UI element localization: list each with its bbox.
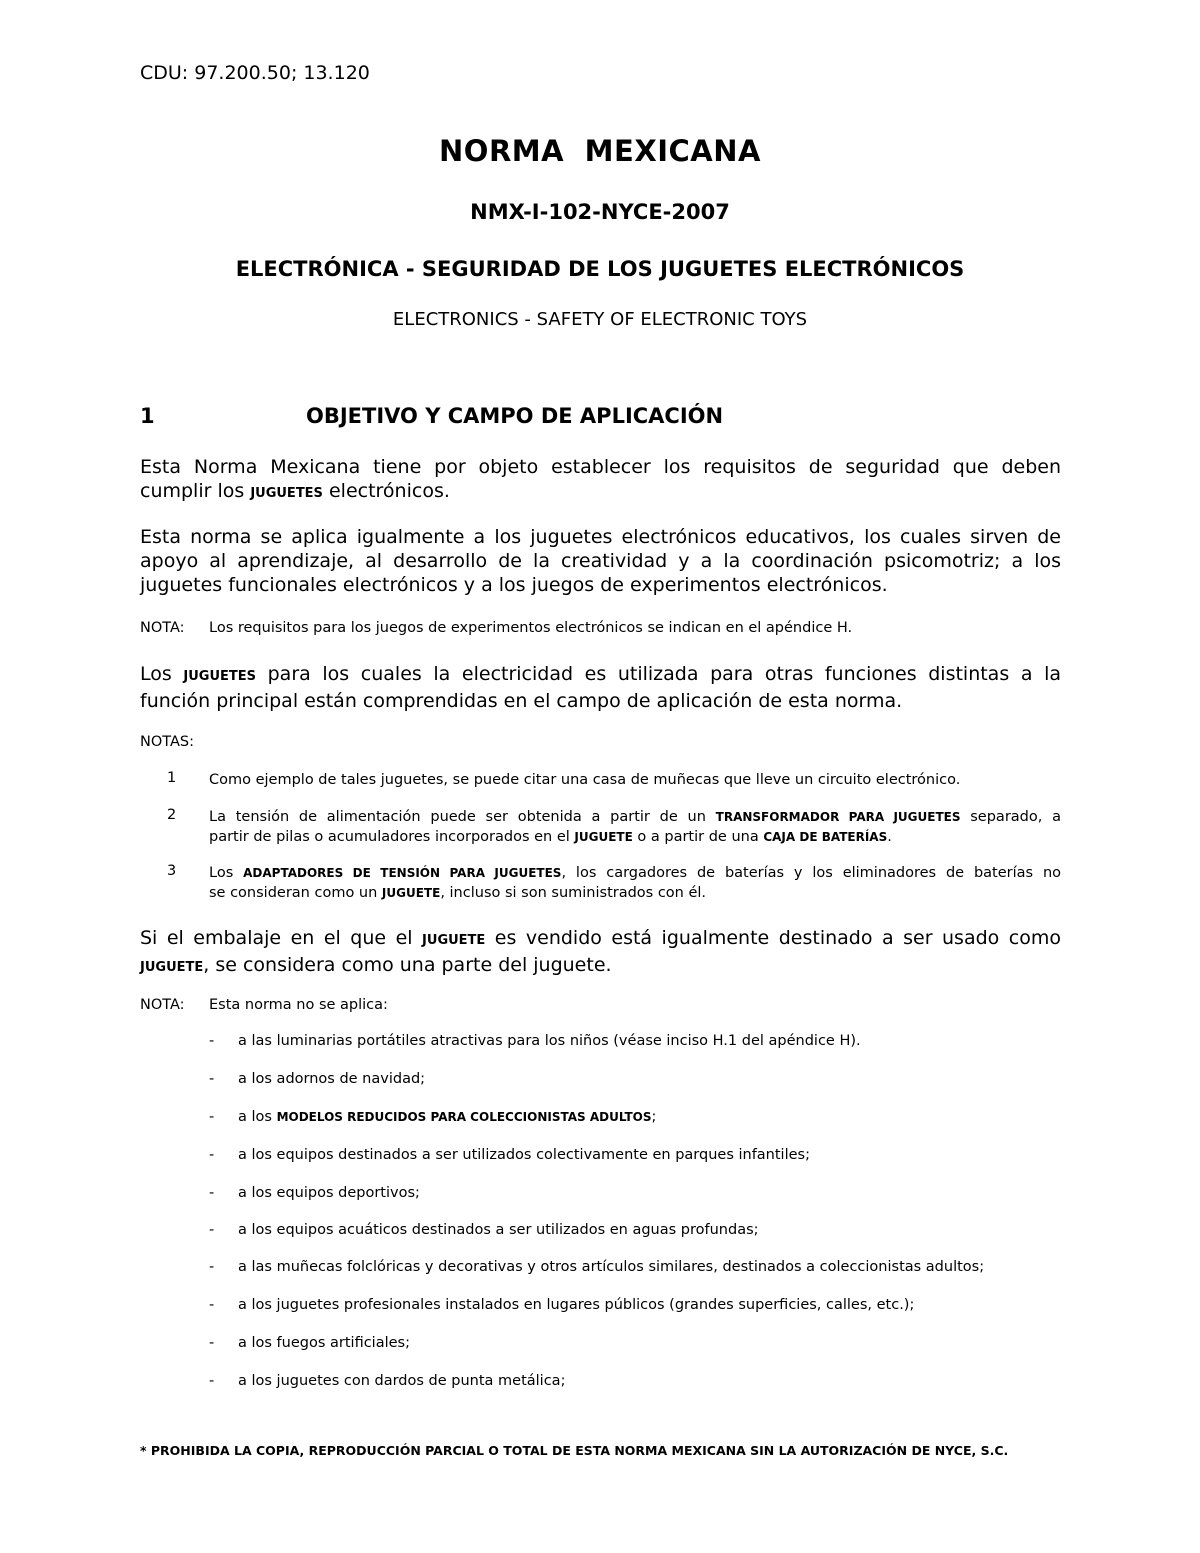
- exclusion-item: a los equipos deportivos;: [238, 1185, 420, 1201]
- bullet-dash: -: [209, 1033, 215, 1049]
- bullet-dash: -: [209, 1071, 215, 1087]
- note-line: [209, 883, 1061, 903]
- note-item: Como ejemplo de tales juguetes, se puede citar una casa de muñecas que lleve un circuito electrónico.: [209, 772, 961, 788]
- paragraph-line: juguetes funcionales electrónicos y a los juegos de experimentos electrónicos.: [140, 574, 888, 596]
- bullet-dash: -: [209, 1185, 215, 1201]
- subtitle-english: ELECTRONICS - SAFETY OF ELECTRONIC TOYS: [392, 309, 808, 330]
- text-run: separado, a: [960, 809, 1061, 825]
- exclusion-item: a los juguetes profesionales instalados en lugares públicos (grandes superficies, calles, etc.);: [238, 1297, 915, 1313]
- paragraph-packaging: [140, 926, 1061, 980]
- defined-term: JUGUETE: [381, 886, 441, 900]
- bullet-dash: -: [209, 1259, 215, 1275]
- note-number: 1: [167, 770, 177, 786]
- defined-term: JUGUETES: [250, 486, 323, 501]
- note-item: [209, 863, 1061, 903]
- text-run: a los: [238, 1109, 277, 1125]
- norm-code: NMX-I-102-NYCE-2007: [470, 200, 730, 224]
- paragraph-line: [140, 926, 1061, 953]
- defined-term: JUGUETE: [574, 830, 633, 844]
- text-run: o a partir de una: [632, 829, 764, 845]
- copyright-footer: * PROHIBIDA LA COPIA, REPRODUCCIÓN PARCIAL O TOTAL DE ESTA NORMA MEXICANA SIN LA AUTORIZACIÓN DE NYCE, S.C.: [140, 1443, 1009, 1458]
- exclusion-item: a los adornos de navidad;: [238, 1071, 426, 1087]
- note-item: [209, 807, 1061, 847]
- bullet-dash: -: [209, 1335, 215, 1351]
- text-run: Los: [209, 865, 244, 881]
- exclusion-item: a los juguetes con dardos de punta metálica;: [238, 1373, 566, 1389]
- text-run: ;: [651, 1109, 657, 1125]
- exclusion-item: [238, 1109, 656, 1125]
- defined-term: CAJA DE BATERÍAS: [763, 830, 888, 844]
- text-run: , los cargadores de baterías y los eliminadores de baterías no: [561, 865, 1062, 881]
- defined-term: JUGUETE: [422, 933, 486, 948]
- cdu-classification: CDU: 97.200.50; 13.120: [140, 62, 370, 84]
- text-run: Los: [140, 663, 184, 685]
- paragraph-line: Esta norma se aplica igualmente a los juguetes electrónicos educativos, los cuales sirven de: [140, 526, 1061, 548]
- text-run: .: [887, 829, 892, 845]
- defined-term: JUGUETES: [183, 669, 257, 684]
- paragraph-line: apoyo al aprendizaje, al desarrollo de la creatividad y a la coordinación psicomotriz; a los: [140, 550, 1061, 572]
- note-line: [209, 863, 1061, 883]
- subtitle-spanish: ELECTRÓNICA - SEGURIDAD DE LOS JUGUETES ELECTRÓNICOS: [235, 257, 965, 281]
- note-line: [209, 807, 1061, 827]
- paragraph-line: [140, 953, 1061, 980]
- note-text: Esta norma no se aplica:: [209, 997, 388, 1013]
- text-run: electrónicos.: [322, 480, 450, 502]
- paragraph-line: función principal están comprendidas en el campo de aplicación de esta norma.: [140, 690, 903, 712]
- text-run: es vendido está igualmente destinado a ser usado como: [485, 927, 1061, 949]
- document-title: NORMA MEXICANA: [439, 134, 761, 168]
- paragraph-electricity: [140, 662, 1061, 713]
- bullet-dash: -: [209, 1109, 215, 1125]
- defined-term: JUGUETE: [140, 960, 204, 975]
- text-run: cumplir los: [140, 480, 251, 502]
- bullet-dash: -: [209, 1147, 215, 1163]
- exclusion-item: a los fuegos artificiales;: [238, 1335, 410, 1351]
- note-number: 3: [167, 863, 177, 879]
- text-run: , incluso si son suministrados con él.: [440, 885, 707, 901]
- note-label: NOTA:: [140, 997, 185, 1013]
- text-run: , se considera como una parte del juguete.: [203, 954, 612, 976]
- text-run: para los cuales la electricidad es utilizada para otras funciones distintas a la: [256, 663, 1061, 685]
- exclusion-item: a las muñecas folclóricas y decorativas y otros artículos similares, destinados a coleccionistas adultos;: [238, 1259, 985, 1275]
- bullet-dash: -: [209, 1297, 215, 1313]
- bullet-dash: -: [209, 1373, 215, 1389]
- notes-label: NOTAS:: [140, 734, 194, 750]
- section-number: 1: [140, 404, 155, 428]
- paragraph-line: [140, 479, 1061, 506]
- text-run: Si el embalaje en el que el: [140, 927, 423, 949]
- text-run: La tensión de alimentación puede ser obtenida a partir de un: [209, 809, 716, 825]
- defined-term: TRANSFORMADOR PARA JUGUETES: [715, 810, 961, 824]
- paragraph-line: Esta Norma Mexicana tiene por objeto establecer los requisitos de seguridad que deben: [140, 456, 1061, 478]
- exclusion-item: a las luminarias portátiles atractivas para los niños (véase inciso H.1 del apéndice H).: [238, 1033, 861, 1049]
- exclusion-item: a los equipos destinados a ser utilizados colectivamente en parques infantiles;: [238, 1147, 810, 1163]
- defined-term: MODELOS REDUCIDOS PARA COLECCIONISTAS ADULTOS: [276, 1110, 652, 1124]
- paragraph-scope: [140, 525, 1061, 597]
- bullet-dash: -: [209, 1222, 215, 1238]
- note-text: Los requisitos para los juegos de experimentos electrónicos se indican en el apéndice H.: [209, 620, 853, 636]
- note-label: NOTA:: [140, 620, 185, 636]
- note-number: 2: [167, 807, 177, 823]
- paragraph-line: [140, 662, 1061, 689]
- paragraph-objective: [140, 455, 1061, 506]
- defined-term: ADAPTADORES DE TENSIÓN PARA JUGUETES: [243, 866, 562, 880]
- exclusion-item: a los equipos acuáticos destinados a ser utilizados en aguas profundas;: [238, 1222, 759, 1238]
- note-line: [209, 827, 1061, 847]
- section-title: OBJETIVO Y CAMPO DE APLICACIÓN: [306, 404, 724, 428]
- text-run: partir de pilas o acumuladores incorporados en el: [209, 829, 575, 845]
- text-run: se consideran como un: [209, 885, 382, 901]
